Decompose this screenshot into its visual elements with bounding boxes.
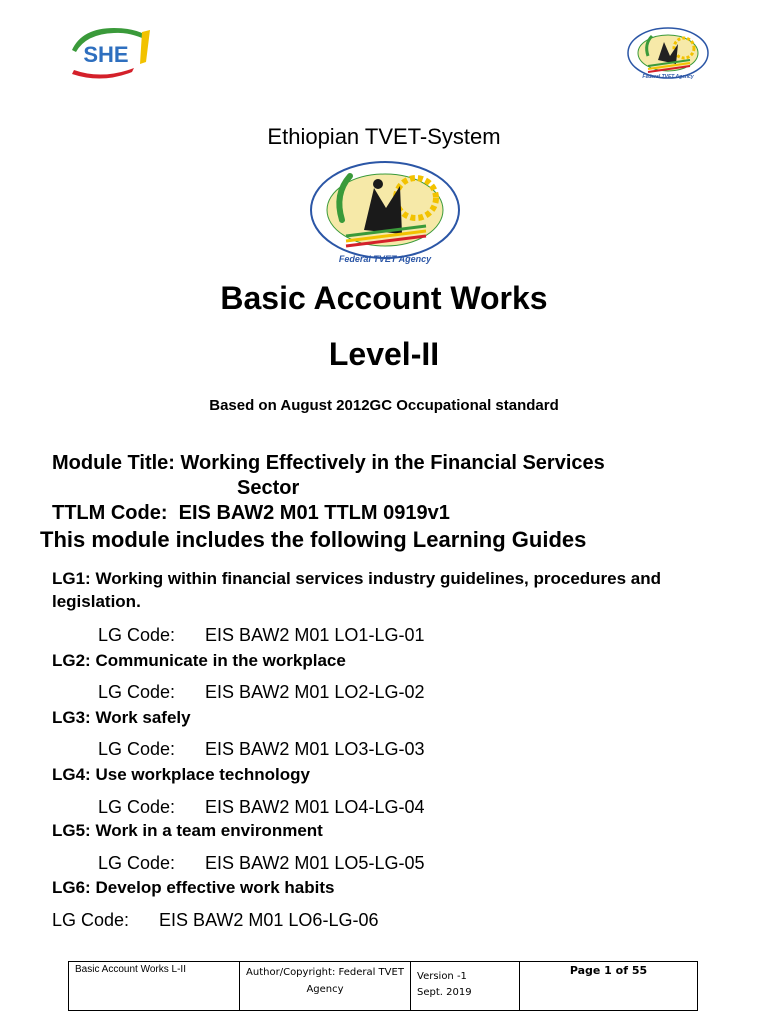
lg-code-label: LG Code:	[98, 739, 176, 759]
footer-author	[240, 962, 411, 1011]
module-title	[52, 451, 732, 501]
module-title-label: Module Title:	[52, 452, 175, 474]
document-level: Level-II	[328, 336, 440, 372]
ttlm-code-label: TTLM Code:	[52, 502, 168, 524]
system-name: Ethiopian TVET-System	[267, 124, 501, 149]
tvet-seal-large	[306, 158, 464, 268]
ttlm-code-value: EIS BAW2 M01 TTLM 0919v1	[178, 502, 450, 524]
lg-code-6	[52, 910, 378, 931]
footer-version-date: Sept. 2019	[417, 987, 472, 998]
lg-title-2	[52, 649, 692, 672]
page-footer	[68, 961, 698, 1011]
lg-code-value: EIS BAW2 M01 LO6-LG-06	[159, 910, 379, 930]
lg-name: Develop effective work habits	[95, 878, 335, 897]
lg-code-3	[98, 739, 424, 760]
lg-title-6	[52, 876, 692, 899]
lg-code-5	[98, 853, 424, 874]
learning-guides-heading: This module includes the following Learning Guides	[40, 527, 587, 552]
standard-note: Based on August 2012GC Occupational standard	[209, 397, 559, 414]
lg-id: LG2:	[52, 651, 91, 670]
lg-id: LG5:	[52, 821, 91, 840]
footer-author-line2: Agency	[306, 984, 344, 995]
lg-code-1	[98, 625, 424, 646]
seal-caption-small: Federal TVET Agency	[642, 74, 694, 80]
lg-code-label: LG Code:	[98, 797, 176, 817]
lg-code-4	[98, 797, 424, 818]
lg-id: LG4:	[52, 765, 91, 784]
tvet-seal-small	[626, 26, 710, 80]
module-title-line1: Working Effectively in the Financial Services	[180, 452, 605, 474]
lg-code-label: LG Code:	[52, 910, 130, 930]
lg-name: Working within financial services industry guidelines, procedures and legislation.	[52, 569, 662, 611]
lg-title-5	[52, 819, 692, 842]
lg-code-label: LG Code:	[98, 853, 176, 873]
lg-code-value: EIS BAW2 M01 LO4-LG-04	[205, 797, 425, 817]
lg-name: Work safely	[95, 708, 191, 727]
module-title-line2: Sector	[237, 477, 300, 499]
lg-code-value: EIS BAW2 M01 LO2-LG-02	[205, 682, 425, 702]
ttlm-code	[52, 502, 450, 525]
document-title: Basic Account Works	[220, 280, 548, 316]
lg-code-label: LG Code:	[98, 625, 176, 645]
footer-page-number: Page 1 of 55	[520, 962, 698, 1011]
footer-version-number: Version -1	[417, 971, 467, 982]
lg-code-2	[98, 682, 424, 703]
lg-title-1	[52, 567, 692, 613]
lg-id: LG3:	[52, 708, 91, 727]
lg-id: LG6:	[52, 878, 91, 897]
lg-title-3	[52, 706, 692, 729]
lg-code-value: EIS BAW2 M01 LO3-LG-03	[205, 739, 425, 759]
lg-id: LG1:	[52, 569, 91, 588]
lg-code-value: EIS BAW2 M01 LO5-LG-05	[205, 853, 425, 873]
lg-name: Communicate in the workplace	[95, 651, 346, 670]
seal-caption-large: Federal TVET Agency	[338, 254, 432, 264]
lg-title-4	[52, 763, 692, 786]
lg-code-label: LG Code:	[98, 682, 176, 702]
she-logo-text: SHE	[83, 42, 129, 67]
footer-document: Basic Account Works L-II	[69, 962, 240, 1011]
lg-name: Work in a team environment	[95, 821, 323, 840]
footer-version	[411, 962, 520, 1011]
footer-author-line1: Author/Copyright: Federal TVET	[246, 967, 404, 978]
she-logo	[62, 22, 152, 82]
lg-code-value: EIS BAW2 M01 LO1-LG-01	[205, 625, 425, 645]
lg-name: Use workplace technology	[95, 765, 310, 784]
